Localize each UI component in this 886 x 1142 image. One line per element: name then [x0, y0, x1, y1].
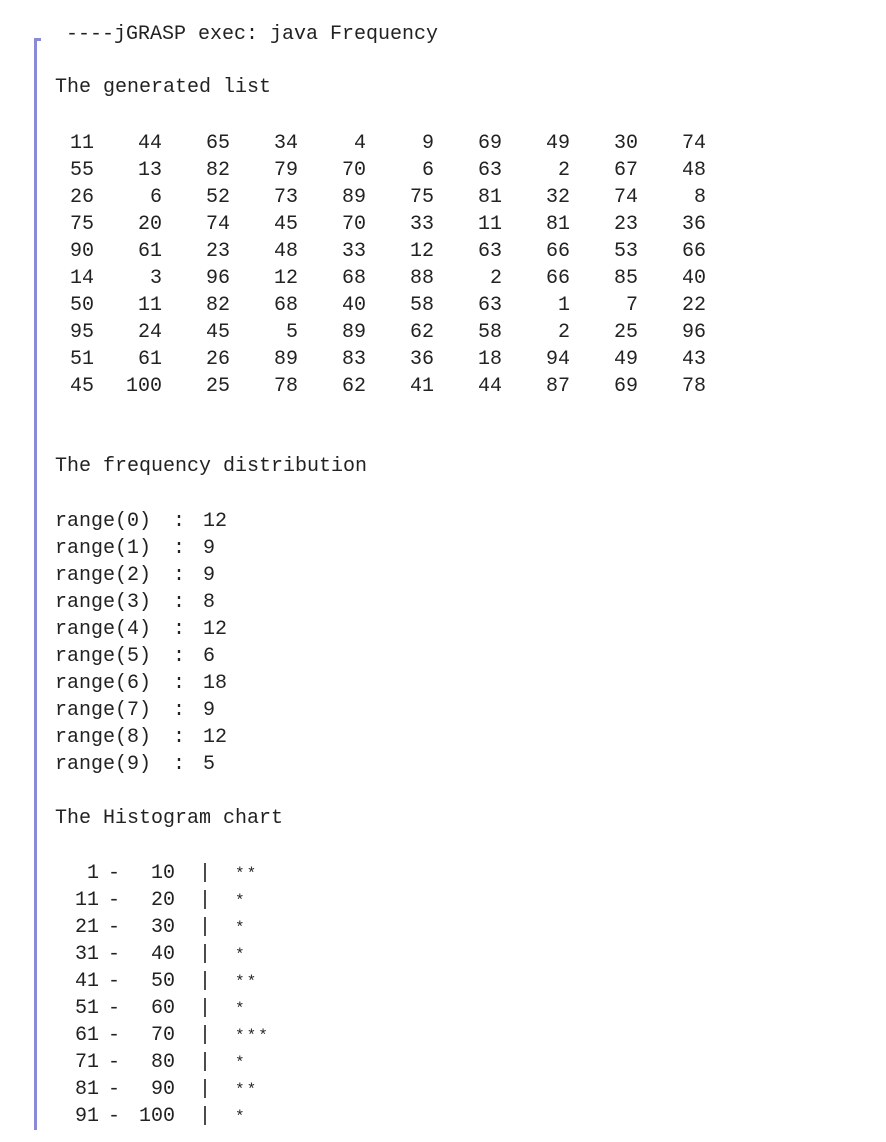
table-cell: 5: [285, 321, 298, 344]
table-cell: 43: [681, 348, 706, 371]
list-item: [55, 968, 270, 995]
histogram-separator: |: [198, 1078, 211, 1101]
table-cell: 89: [341, 321, 366, 344]
table-cell: 23: [613, 213, 638, 236]
histogram-stars: **: [235, 865, 259, 883]
table-cell: 66: [545, 267, 570, 290]
table-cell: 33: [341, 240, 366, 263]
table-cell: 90: [69, 240, 94, 263]
table-cell: 40: [341, 294, 366, 317]
table-cell: 63: [477, 294, 502, 317]
list-item: [55, 724, 227, 751]
histogram-stars: *: [235, 1108, 247, 1126]
histogram-range-dash: -: [107, 916, 120, 939]
table-cell: 73: [273, 186, 298, 209]
histogram-heading: The Histogram chart: [55, 807, 284, 830]
histogram-range-high: 80: [150, 1051, 175, 1074]
table-cell: 36: [681, 213, 706, 236]
table-cell: 69: [613, 375, 638, 398]
table-cell: 49: [613, 348, 638, 371]
histogram-range-dash: -: [107, 997, 120, 1020]
table-cell: 45: [273, 213, 298, 236]
range-label: range(0): [55, 510, 152, 533]
list-item: [55, 535, 227, 562]
table-cell: 33: [409, 213, 434, 236]
exec-line: ----jGRASP exec: java Frequency: [66, 23, 439, 46]
table-row: [52, 211, 706, 238]
histogram-stars: **: [235, 1081, 259, 1099]
range-label: range(9): [55, 753, 152, 776]
range-count: 5: [203, 753, 216, 776]
table-cell: 70: [341, 213, 366, 236]
histogram-stars: ***: [235, 1027, 270, 1045]
table-cell: 68: [341, 267, 366, 290]
table-cell: 51: [69, 348, 94, 371]
histogram-range-high: 60: [150, 997, 175, 1020]
range-label: range(6): [55, 672, 152, 695]
range-label: range(5): [55, 645, 152, 668]
range-label: range(3): [55, 591, 152, 614]
histogram-range-low: 21: [74, 916, 99, 939]
histogram-range-dash: -: [107, 889, 120, 912]
table-cell: 6: [421, 159, 434, 182]
histogram-range-low: 91: [74, 1105, 99, 1128]
histogram-range-dash: -: [107, 862, 120, 885]
table-cell: 6: [149, 186, 162, 209]
table-cell: 48: [681, 159, 706, 182]
list-item: [55, 1076, 270, 1103]
table-cell: 9: [421, 132, 434, 155]
list-item: [55, 914, 270, 941]
table-cell: 24: [137, 321, 162, 344]
table-cell: 52: [205, 186, 230, 209]
histogram-range-dash: -: [107, 970, 120, 993]
histogram-range-high: 50: [150, 970, 175, 993]
table-cell: 40: [681, 267, 706, 290]
table-cell: 53: [613, 240, 638, 263]
frequency-list: [55, 508, 227, 778]
histogram-stars: *: [235, 946, 247, 964]
range-label: range(4): [55, 618, 152, 641]
table-cell: 8: [693, 186, 706, 209]
table-cell: 11: [69, 132, 94, 155]
list-item: [55, 616, 227, 643]
histogram-range-low: 61: [74, 1024, 99, 1047]
table-cell: 48: [273, 240, 298, 263]
list-item: [55, 860, 270, 887]
histogram-separator: |: [198, 1105, 211, 1128]
list-item: [55, 1022, 270, 1049]
table-cell: 58: [477, 321, 502, 344]
range-colon: :: [173, 672, 186, 695]
table-cell: 100: [125, 375, 162, 398]
histogram-stars: *: [235, 1000, 247, 1018]
histogram-stars: *: [235, 892, 247, 910]
table-cell: 55: [69, 159, 94, 182]
range-count: 6: [203, 645, 216, 668]
list-item: [55, 941, 270, 968]
table-cell: 79: [273, 159, 298, 182]
table-cell: 36: [409, 348, 434, 371]
table-cell: 18: [477, 348, 502, 371]
histogram-range-dash: -: [107, 1051, 120, 1074]
table-cell: 14: [69, 267, 94, 290]
histogram-range-high: 10: [150, 862, 175, 885]
table-cell: 74: [205, 213, 230, 236]
table-cell: 49: [545, 132, 570, 155]
histogram-separator: |: [198, 916, 211, 939]
table-cell: 23: [205, 240, 230, 263]
histogram-range-high: 30: [150, 916, 175, 939]
table-cell: 45: [69, 375, 94, 398]
list-item: [55, 1103, 270, 1130]
histogram-range-low: 51: [74, 997, 99, 1020]
table-row: [52, 130, 706, 157]
table-cell: 34: [273, 132, 298, 155]
generated-list-heading: The generated list: [55, 76, 272, 99]
table-cell: 12: [273, 267, 298, 290]
histogram-range-low: 31: [74, 943, 99, 966]
histogram-range-low: 81: [74, 1078, 99, 1101]
range-count: 12: [203, 618, 228, 641]
histogram-stars: *: [235, 1054, 247, 1072]
generated-list-table: [52, 130, 706, 400]
range-count: 9: [203, 537, 216, 560]
histogram-range-low: 11: [74, 889, 99, 912]
histogram-range-high: 40: [150, 943, 175, 966]
histogram-range-dash: -: [107, 943, 120, 966]
table-cell: 1: [557, 294, 570, 317]
table-cell: 66: [681, 240, 706, 263]
frequency-heading: The frequency distribution: [55, 455, 368, 478]
table-cell: 75: [409, 186, 434, 209]
table-row: [52, 319, 706, 346]
histogram-list: [55, 860, 270, 1130]
table-cell: 62: [409, 321, 434, 344]
table-cell: 2: [489, 267, 502, 290]
table-cell: 67: [613, 159, 638, 182]
table-cell: 81: [545, 213, 570, 236]
histogram-range-high: 20: [150, 889, 175, 912]
table-cell: 11: [137, 294, 162, 317]
list-item: [55, 751, 227, 778]
histogram-separator: |: [198, 943, 211, 966]
histogram-separator: |: [198, 997, 211, 1020]
table-cell: 66: [545, 240, 570, 263]
range-label: range(1): [55, 537, 152, 560]
range-colon: :: [173, 618, 186, 641]
table-cell: 26: [205, 348, 230, 371]
range-label: range(2): [55, 564, 152, 587]
table-row: [52, 373, 706, 400]
histogram-separator: |: [198, 1024, 211, 1047]
table-cell: 20: [137, 213, 162, 236]
table-cell: 25: [613, 321, 638, 344]
list-item: [55, 1049, 270, 1076]
table-cell: 61: [137, 240, 162, 263]
table-cell: 96: [205, 267, 230, 290]
range-count: 9: [203, 699, 216, 722]
table-cell: 2: [557, 321, 570, 344]
histogram-range-dash: -: [107, 1078, 120, 1101]
table-row: [52, 184, 706, 211]
table-cell: 78: [681, 375, 706, 398]
range-count: 12: [203, 510, 228, 533]
table-cell: 74: [613, 186, 638, 209]
histogram-range-dash: -: [107, 1105, 120, 1128]
table-cell: 22: [681, 294, 706, 317]
table-cell: 75: [69, 213, 94, 236]
table-cell: 81: [477, 186, 502, 209]
table-cell: 82: [205, 294, 230, 317]
table-cell: 50: [69, 294, 94, 317]
range-count: 8: [203, 591, 216, 614]
list-item: [55, 995, 270, 1022]
range-colon: :: [173, 645, 186, 668]
range-colon: :: [173, 726, 186, 749]
list-item: [55, 508, 227, 535]
table-cell: 45: [205, 321, 230, 344]
table-cell: 85: [613, 267, 638, 290]
histogram-separator: |: [198, 1051, 211, 1074]
list-item: [55, 643, 227, 670]
table-cell: 87: [545, 375, 570, 398]
range-colon: :: [173, 564, 186, 587]
table-cell: 26: [69, 186, 94, 209]
table-cell: 7: [625, 294, 638, 317]
table-row: [52, 238, 706, 265]
list-item: [55, 697, 227, 724]
table-cell: 69: [477, 132, 502, 155]
histogram-range-high: 100: [138, 1105, 175, 1128]
table-row: [52, 265, 706, 292]
table-cell: 44: [137, 132, 162, 155]
console-gutter-line: [34, 38, 37, 1130]
table-row: [52, 157, 706, 184]
range-colon: :: [173, 510, 186, 533]
histogram-stars: *: [235, 919, 247, 937]
table-cell: 89: [273, 348, 298, 371]
table-cell: 13: [137, 159, 162, 182]
table-cell: 95: [69, 321, 94, 344]
table-cell: 11: [477, 213, 502, 236]
table-cell: 82: [205, 159, 230, 182]
table-cell: 70: [341, 159, 366, 182]
range-count: 12: [203, 726, 228, 749]
table-cell: 44: [477, 375, 502, 398]
table-cell: 32: [545, 186, 570, 209]
range-label: range(8): [55, 726, 152, 749]
histogram-separator: |: [198, 889, 211, 912]
range-colon: :: [173, 591, 186, 614]
table-cell: 65: [205, 132, 230, 155]
histogram-range-high: 90: [150, 1078, 175, 1101]
list-item: [55, 670, 227, 697]
table-cell: 58: [409, 294, 434, 317]
histogram-range-low: 71: [74, 1051, 99, 1074]
table-cell: 94: [545, 348, 570, 371]
range-count: 9: [203, 564, 216, 587]
table-cell: 41: [409, 375, 434, 398]
histogram-separator: |: [198, 970, 211, 993]
list-item: [55, 887, 270, 914]
list-item: [55, 562, 227, 589]
table-cell: 78: [273, 375, 298, 398]
range-label: range(7): [55, 699, 152, 722]
range-colon: :: [173, 537, 186, 560]
console-gutter-tick: [34, 38, 41, 41]
histogram-separator: |: [198, 862, 211, 885]
table-cell: 74: [681, 132, 706, 155]
table-cell: 61: [137, 348, 162, 371]
range-count: 18: [203, 672, 228, 695]
table-row: [52, 292, 706, 319]
table-row: [52, 346, 706, 373]
table-cell: 2: [557, 159, 570, 182]
table-cell: 63: [477, 159, 502, 182]
table-cell: 25: [205, 375, 230, 398]
histogram-range-low: 41: [74, 970, 99, 993]
range-colon: :: [173, 699, 186, 722]
table-cell: 12: [409, 240, 434, 263]
table-cell: 62: [341, 375, 366, 398]
table-cell: 96: [681, 321, 706, 344]
table-cell: 4: [353, 132, 366, 155]
histogram-stars: **: [235, 973, 259, 991]
histogram-range-high: 70: [150, 1024, 175, 1047]
table-cell: 30: [613, 132, 638, 155]
histogram-range-low: 1: [86, 862, 99, 885]
histogram-range-dash: -: [107, 1024, 120, 1047]
range-colon: :: [173, 753, 186, 776]
table-cell: 63: [477, 240, 502, 263]
table-cell: 89: [341, 186, 366, 209]
table-cell: 68: [273, 294, 298, 317]
list-item: [55, 589, 227, 616]
table-cell: 88: [409, 267, 434, 290]
table-cell: 3: [149, 267, 162, 290]
table-cell: 83: [341, 348, 366, 371]
